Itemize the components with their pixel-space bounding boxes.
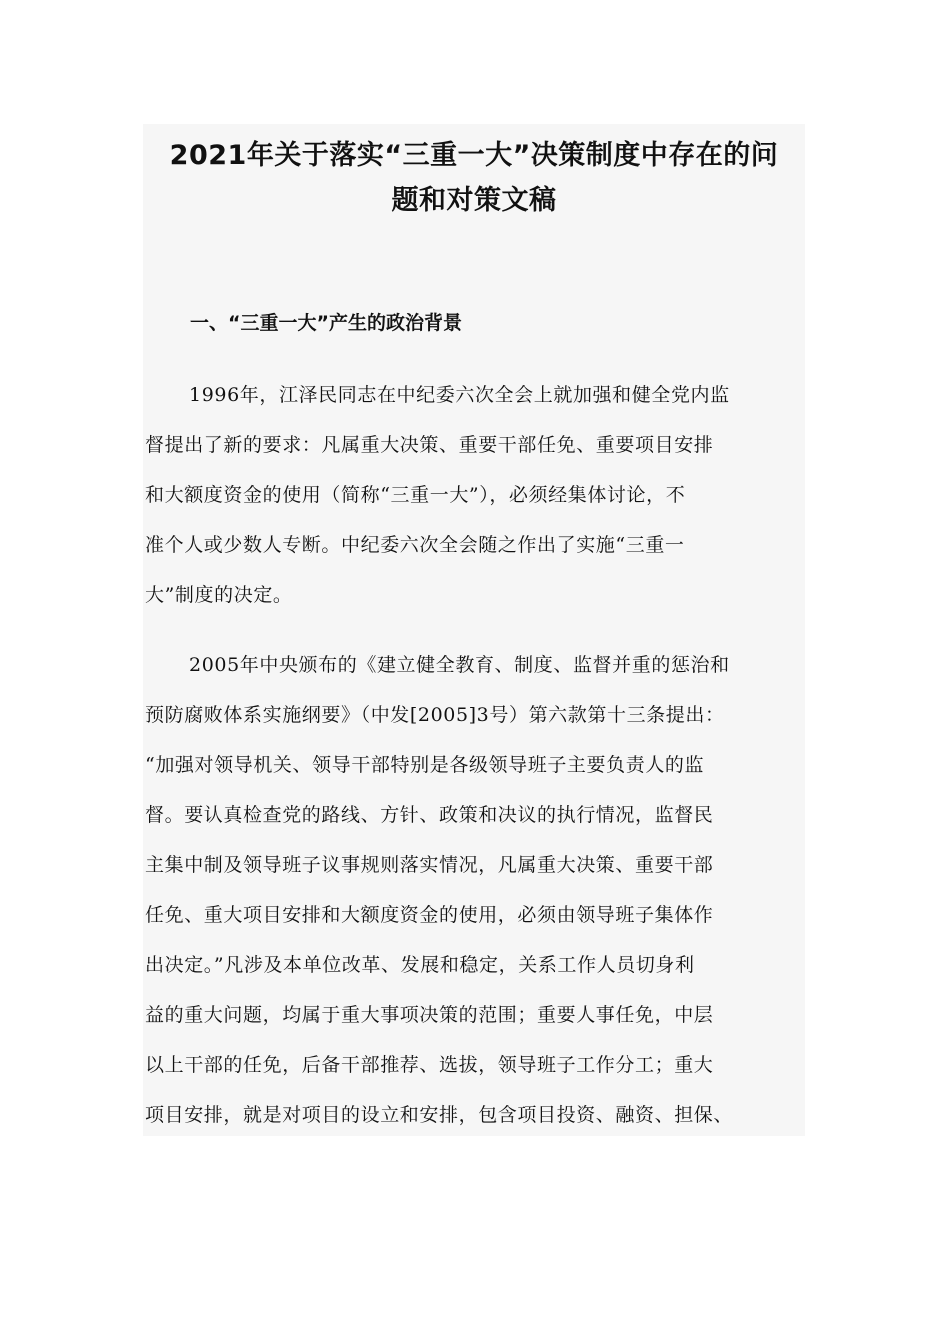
- paragraph-line: 准个人或少数人专断。中纪委六次全会随之作出了实施“三重一: [145, 534, 685, 556]
- paragraph-line: 益的重大问题，均属于重大事项决策的范围；重要人事任免，中层: [145, 1004, 714, 1026]
- paragraph-line: “加强对领导机关、领导干部特别是各级领导班子主要负责人的监: [145, 754, 705, 776]
- document-title: [143, 133, 805, 223]
- section-heading: 一、“三重一大”产生的政治背景: [190, 312, 462, 334]
- paragraph-line: 主集中制及领导班子议事规则落实情况，凡属重大决策、重要干部: [145, 854, 714, 876]
- paragraph-line: 以上干部的任免，后备干部推荐、选拔，领导班子工作分工；重大: [145, 1054, 714, 1076]
- paragraph-line: 大”制度的决定。: [145, 584, 293, 606]
- paragraph-line: 督。要认真检查党的路线、方针、政策和决议的执行情况，监督民: [145, 804, 714, 826]
- paragraph-line: 2005年中央颁布的《建立健全教育、制度、监督并重的惩治和: [189, 654, 730, 676]
- title-line: 2021年关于落实“三重一大”决策制度中存在的问: [169, 140, 779, 171]
- paragraph-line: 1996年，江泽民同志在中纪委六次全会上就加强和健全党内监: [189, 384, 730, 406]
- paragraph-line: 督提出了新的要求：凡属重大决策、重要干部任免、重要项目安排: [145, 434, 714, 456]
- paragraph-line: 预防腐败体系实施纲要》（中发[2005]3号）第六款第十三条提出：: [145, 704, 725, 726]
- paragraph-line: 出决定。”凡涉及本单位改革、发展和稳定，关系工作人员切身利: [145, 954, 695, 976]
- paragraph-2: [145, 640, 800, 1140]
- paragraph-line: 和大额度资金的使用（简称“三重一大”），必须经集体讨论，不: [145, 484, 686, 506]
- paragraph-line: 项目安排，就是对项目的设立和安排，包含项目投资、融资、担保、: [145, 1104, 734, 1126]
- paragraph-1: [145, 370, 800, 620]
- paragraph-line: 任免、重大项目安排和大额度资金的使用，必须由领导班子集体作: [145, 904, 714, 926]
- title-line: 题和对策文稿: [391, 185, 557, 216]
